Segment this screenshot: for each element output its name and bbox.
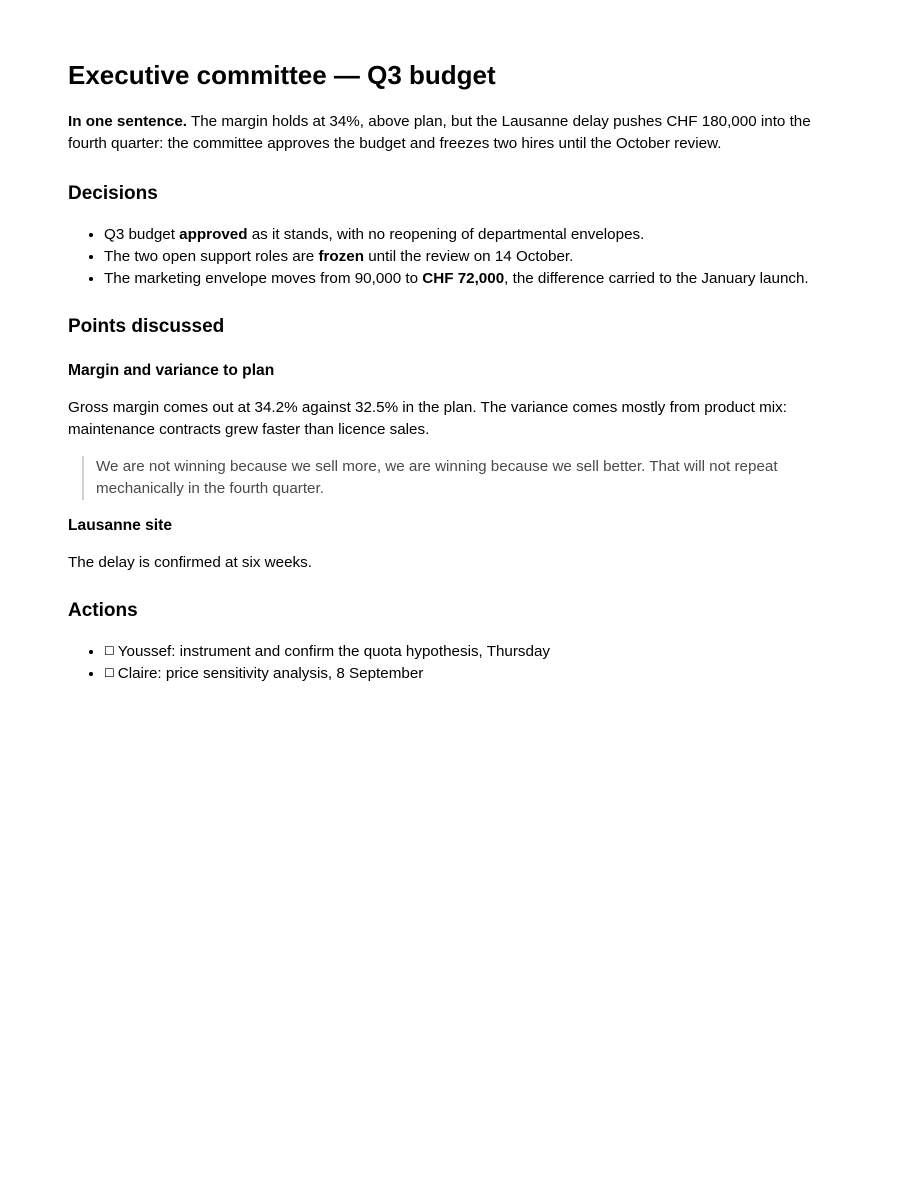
checkbox-icon[interactable]: ☐ (104, 644, 115, 658)
summary-text: The margin holds at 34%, above plan, but the Lausanne delay pushes CHF 180,000 into the fourth quarter: the committee approves the budget and freezes two hires until the October review. (68, 113, 811, 152)
actions-list (68, 641, 832, 685)
margin-heading: Margin and variance to plan (68, 362, 275, 379)
decision-emphasis: approved (179, 226, 248, 243)
decision-item (104, 246, 832, 268)
decision-emphasis: frozen (318, 248, 364, 265)
summary-lead: In one sentence. (68, 113, 188, 130)
page-title: Executive committee — Q3 budget (68, 60, 496, 90)
decision-text: until the review on 14 October. (364, 248, 574, 265)
decision-item (104, 224, 832, 246)
decision-text: , the difference carried to the January launch. (504, 270, 809, 287)
checkbox-icon[interactable]: ☐ (104, 666, 115, 680)
decision-text: The marketing envelope moves from 90,000 to (104, 270, 423, 287)
action-text: Youssef: instrument and confirm the quota hypothesis, Thursday (117, 643, 551, 660)
action-item (104, 641, 832, 663)
margin-paragraph: Gross margin comes out at 34.2% against 32.5% in the plan. The variance comes mostly from product mix: maintenance contracts grew faster than licence sales. (68, 399, 787, 438)
action-item (104, 663, 832, 685)
decision-item (104, 268, 832, 290)
lausanne-paragraph: The delay is confirmed at six weeks. (68, 554, 312, 571)
lausanne-heading: Lausanne site (68, 517, 172, 534)
decisions-heading: Decisions (68, 183, 158, 204)
margin-quote: We are not winning because we sell more, we are winning because we sell better. That will not repeat mechanically in the fourth quarter. (82, 456, 832, 500)
summary-paragraph (68, 111, 832, 155)
decision-emphasis: CHF 72,000 (422, 270, 505, 287)
decisions-list (68, 224, 832, 290)
decision-text: The two open support roles are (104, 248, 319, 265)
decision-text: Q3 budget (104, 226, 180, 243)
points-heading: Points discussed (68, 316, 225, 337)
decision-text: as it stands, with no reopening of departmental envelopes. (247, 226, 645, 243)
action-text: Claire: price sensitivity analysis, 8 September (117, 665, 424, 682)
actions-heading: Actions (68, 600, 138, 621)
